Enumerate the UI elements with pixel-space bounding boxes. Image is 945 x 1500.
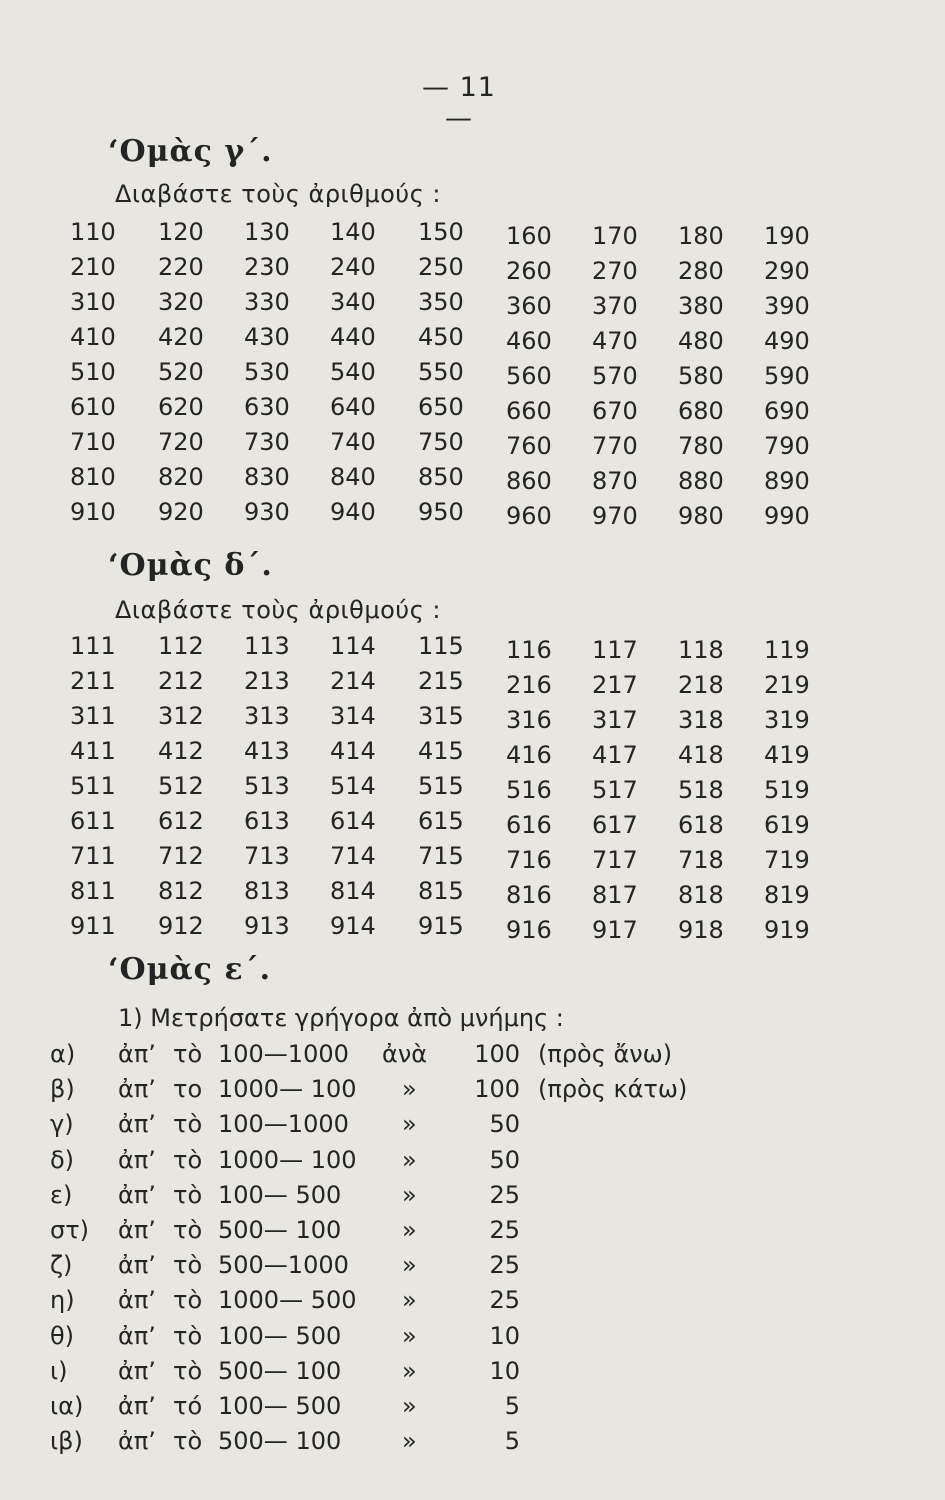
number-cell: 419 xyxy=(764,741,810,769)
number-cell: 250 xyxy=(418,253,464,281)
number-cell: 918 xyxy=(678,916,724,944)
number-cell: 312 xyxy=(158,702,204,730)
number-cell: 410 xyxy=(70,323,116,351)
number-cell: 650 xyxy=(418,393,464,421)
number-cell: 820 xyxy=(158,463,204,491)
number-cell: 415 xyxy=(418,737,464,765)
number-cell: 990 xyxy=(764,502,810,530)
number-cell: 390 xyxy=(764,292,810,320)
number-cell: 816 xyxy=(506,881,552,909)
number-cell: 770 xyxy=(592,432,638,460)
number-cell: 614 xyxy=(330,807,376,835)
number-cell: 450 xyxy=(418,323,464,351)
group-g-instruction: Διαβάστε τοὺς ἀριθμούς : xyxy=(115,180,441,208)
number-cell: 930 xyxy=(244,498,290,526)
number-cell: 815 xyxy=(418,877,464,905)
number-cell: 260 xyxy=(506,257,552,285)
number-cell: 216 xyxy=(506,671,552,699)
number-cell: 570 xyxy=(592,362,638,390)
number-cell: 416 xyxy=(506,741,552,769)
number-cell: 119 xyxy=(764,636,810,664)
number-cell: 214 xyxy=(330,667,376,695)
number-cell: 418 xyxy=(678,741,724,769)
number-cell: 290 xyxy=(764,257,810,285)
number-cell: 830 xyxy=(244,463,290,491)
number-cell: 311 xyxy=(70,702,116,730)
group-e-title: ‘Ομὰς ε΄. xyxy=(108,952,272,987)
number-cell: 712 xyxy=(158,842,204,870)
number-cell: 919 xyxy=(764,916,810,944)
number-cell: 340 xyxy=(330,288,376,316)
number-cell: 740 xyxy=(330,428,376,456)
number-cell: 190 xyxy=(764,222,810,250)
number-cell: 520 xyxy=(158,358,204,386)
number-cell: 317 xyxy=(592,706,638,734)
number-cell: 490 xyxy=(764,327,810,355)
number-cell: 980 xyxy=(678,502,724,530)
number-cell: 320 xyxy=(158,288,204,316)
number-cell: 911 xyxy=(70,912,116,940)
number-cell: 130 xyxy=(244,218,290,246)
number-cell: 940 xyxy=(330,498,376,526)
number-cell: 350 xyxy=(418,288,464,316)
group-g-title: ‘Ομὰς γ΄. xyxy=(108,134,273,169)
number-cell: 640 xyxy=(330,393,376,421)
number-cell: 560 xyxy=(506,362,552,390)
number-cell: 619 xyxy=(764,811,810,839)
number-cell: 112 xyxy=(158,632,204,660)
number-cell: 460 xyxy=(506,327,552,355)
number-cell: 760 xyxy=(506,432,552,460)
number-cell: 160 xyxy=(506,222,552,250)
number-cell: 660 xyxy=(506,397,552,425)
number-cell: 515 xyxy=(418,772,464,800)
number-cell: 313 xyxy=(244,702,290,730)
number-cell: 215 xyxy=(418,667,464,695)
number-cell: 519 xyxy=(764,776,810,804)
number-cell: 711 xyxy=(70,842,116,870)
group-d-title: ‘Ομὰς δ΄. xyxy=(108,548,273,583)
number-cell: 912 xyxy=(158,912,204,940)
number-cell: 913 xyxy=(244,912,290,940)
number-cell: 370 xyxy=(592,292,638,320)
page-number: — 11 — xyxy=(422,72,496,134)
number-cell: 690 xyxy=(764,397,810,425)
number-cell: 512 xyxy=(158,772,204,800)
number-cell: 817 xyxy=(592,881,638,909)
number-cell: 180 xyxy=(678,222,724,250)
number-cell: 360 xyxy=(506,292,552,320)
number-cell: 116 xyxy=(506,636,552,664)
number-cell: 310 xyxy=(70,288,116,316)
group-d-instruction: Διαβάστε τοὺς ἀριθμούς : xyxy=(115,596,441,624)
number-cell: 620 xyxy=(158,393,204,421)
number-cell: 218 xyxy=(678,671,724,699)
number-cell: 870 xyxy=(592,467,638,495)
number-cell: 411 xyxy=(70,737,116,765)
number-cell: 616 xyxy=(506,811,552,839)
number-cell: 860 xyxy=(506,467,552,495)
number-cell: 110 xyxy=(70,218,116,246)
number-cell: 518 xyxy=(678,776,724,804)
number-cell: 380 xyxy=(678,292,724,320)
number-cell: 150 xyxy=(418,218,464,246)
number-cell: 170 xyxy=(592,222,638,250)
number-cell: 414 xyxy=(330,737,376,765)
number-cell: 217 xyxy=(592,671,638,699)
number-cell: 890 xyxy=(764,467,810,495)
number-cell: 613 xyxy=(244,807,290,835)
number-cell: 118 xyxy=(678,636,724,664)
number-cell: 916 xyxy=(506,916,552,944)
number-cell: 212 xyxy=(158,667,204,695)
number-cell: 811 xyxy=(70,877,116,905)
number-cell: 680 xyxy=(678,397,724,425)
number-cell: 915 xyxy=(418,912,464,940)
number-cell: 211 xyxy=(70,667,116,695)
number-cell: 540 xyxy=(330,358,376,386)
number-cell: 550 xyxy=(418,358,464,386)
number-cell: 917 xyxy=(592,916,638,944)
number-cell: 813 xyxy=(244,877,290,905)
number-cell: 717 xyxy=(592,846,638,874)
number-cell: 716 xyxy=(506,846,552,874)
number-cell: 610 xyxy=(70,393,116,421)
number-cell: 790 xyxy=(764,432,810,460)
number-cell: 230 xyxy=(244,253,290,281)
number-cell: 318 xyxy=(678,706,724,734)
number-cell: 319 xyxy=(764,706,810,734)
number-cell: 413 xyxy=(244,737,290,765)
number-cell: 140 xyxy=(330,218,376,246)
number-cell: 210 xyxy=(70,253,116,281)
number-cell: 514 xyxy=(330,772,376,800)
number-cell: 510 xyxy=(70,358,116,386)
number-cell: 612 xyxy=(158,807,204,835)
number-cell: 618 xyxy=(678,811,724,839)
number-cell: 111 xyxy=(70,632,116,660)
number-cell: 920 xyxy=(158,498,204,526)
number-cell: 615 xyxy=(418,807,464,835)
number-cell: 530 xyxy=(244,358,290,386)
number-cell: 412 xyxy=(158,737,204,765)
group-e-exercise: 1) Μετρήσατε γρήγορα ἀπὸ μνήμης : xyxy=(118,1004,564,1032)
number-cell: 420 xyxy=(158,323,204,351)
number-cell: 910 xyxy=(70,498,116,526)
number-cell: 713 xyxy=(244,842,290,870)
number-cell: 114 xyxy=(330,632,376,660)
number-cell: 316 xyxy=(506,706,552,734)
number-cell: 715 xyxy=(418,842,464,870)
book-page: — 11 — ‘Ομὰς γ΄. Διαβάστε τοὺς ἀριθμούς : 110 120 130 140 150 160 170 180 190 210 220 230 240 250 260 270 280 290 310 320 330 340 350 360 370 380 390 410 420 430 440 450 460 470 480 490 510 520 530 540 550 560 570 580 590 610 620 630 640 650 660 670 680 690 710 720 730 740 750 760 770 780 790 810 820 830 840 850 860 870 880 890 910 920 930 940 950 960 970 980 990 ‘Ομὰς δ΄. Διαβάστε τοὺς ἀριθμούς : 111 112 113 114 115 116 117 118 119 211 212 213 214 215 216 217 218 219 311 312 313 314 315 316 317 318 319 411 412 413 414 415 416 417 418 419 511 512 513 514 515 516 517 518 519 611 612 613 614 615 616 617 618 619 711 712 713 714 715 716 717 718 719 811 812 813 814 815 816 817 818 819 911 912 913 914 915 916 917 918 919 ‘Ομὰς ε΄. 1) Μετρήσατε γρήγορα ἀπὸ μνήμης : α) ἀπ’ τὸ 100—1000 ἀνὰ 100 (πρὸς ἄνω) β) ἀπ’ το 1000— 100 » 100 (πρὸς κάτω) γ) ἀπ’ τὸ 100—1000 » 50 δ) ἀπ’ τὸ 1000— 100 » 50 ε) ἀπ’ τὸ 100— 500 » 25 στ) ἀπ’ τὸ 500— 100 » 25 ζ) ἀπ’ τὸ 500—1000 » 25 η) ἀπ’ τὸ 1000— 500 » 25 θ) ἀπ’ τὸ 100— 500 » 10 ι) ἀπ’ τὸ 500— 100 » 10 ια) ἀπ’ τό 100— 500 » 5 ιβ) ἀπ’ τὸ 500— 100 » 5 xyxy=(0,0,945,1500)
number-cell: 617 xyxy=(592,811,638,839)
number-cell: 115 xyxy=(418,632,464,660)
number-cell: 330 xyxy=(244,288,290,316)
number-cell: 430 xyxy=(244,323,290,351)
number-cell: 880 xyxy=(678,467,724,495)
number-cell: 580 xyxy=(678,362,724,390)
number-cell: 513 xyxy=(244,772,290,800)
number-cell: 720 xyxy=(158,428,204,456)
number-cell: 314 xyxy=(330,702,376,730)
number-cell: 117 xyxy=(592,636,638,664)
number-cell: 219 xyxy=(764,671,810,699)
number-cell: 750 xyxy=(418,428,464,456)
number-cell: 480 xyxy=(678,327,724,355)
number-cell: 120 xyxy=(158,218,204,246)
number-cell: 417 xyxy=(592,741,638,769)
number-cell: 840 xyxy=(330,463,376,491)
number-cell: 315 xyxy=(418,702,464,730)
number-cell: 780 xyxy=(678,432,724,460)
number-cell: 818 xyxy=(678,881,724,909)
number-cell: 440 xyxy=(330,323,376,351)
number-cell: 611 xyxy=(70,807,116,835)
number-cell: 730 xyxy=(244,428,290,456)
number-cell: 280 xyxy=(678,257,724,285)
number-cell: 810 xyxy=(70,463,116,491)
number-cell: 517 xyxy=(592,776,638,804)
number-cell: 516 xyxy=(506,776,552,804)
number-cell: 714 xyxy=(330,842,376,870)
number-cell: 630 xyxy=(244,393,290,421)
number-cell: 812 xyxy=(158,877,204,905)
number-cell: 850 xyxy=(418,463,464,491)
number-cell: 113 xyxy=(244,632,290,660)
number-cell: 220 xyxy=(158,253,204,281)
number-cell: 213 xyxy=(244,667,290,695)
number-cell: 719 xyxy=(764,846,810,874)
number-cell: 960 xyxy=(506,502,552,530)
number-cell: 718 xyxy=(678,846,724,874)
number-cell: 670 xyxy=(592,397,638,425)
number-cell: 240 xyxy=(330,253,376,281)
number-cell: 914 xyxy=(330,912,376,940)
number-cell: 270 xyxy=(592,257,638,285)
number-cell: 814 xyxy=(330,877,376,905)
number-cell: 470 xyxy=(592,327,638,355)
number-cell: 950 xyxy=(418,498,464,526)
number-cell: 590 xyxy=(764,362,810,390)
number-cell: 710 xyxy=(70,428,116,456)
number-cell: 819 xyxy=(764,881,810,909)
number-cell: 970 xyxy=(592,502,638,530)
number-cell: 511 xyxy=(70,772,116,800)
